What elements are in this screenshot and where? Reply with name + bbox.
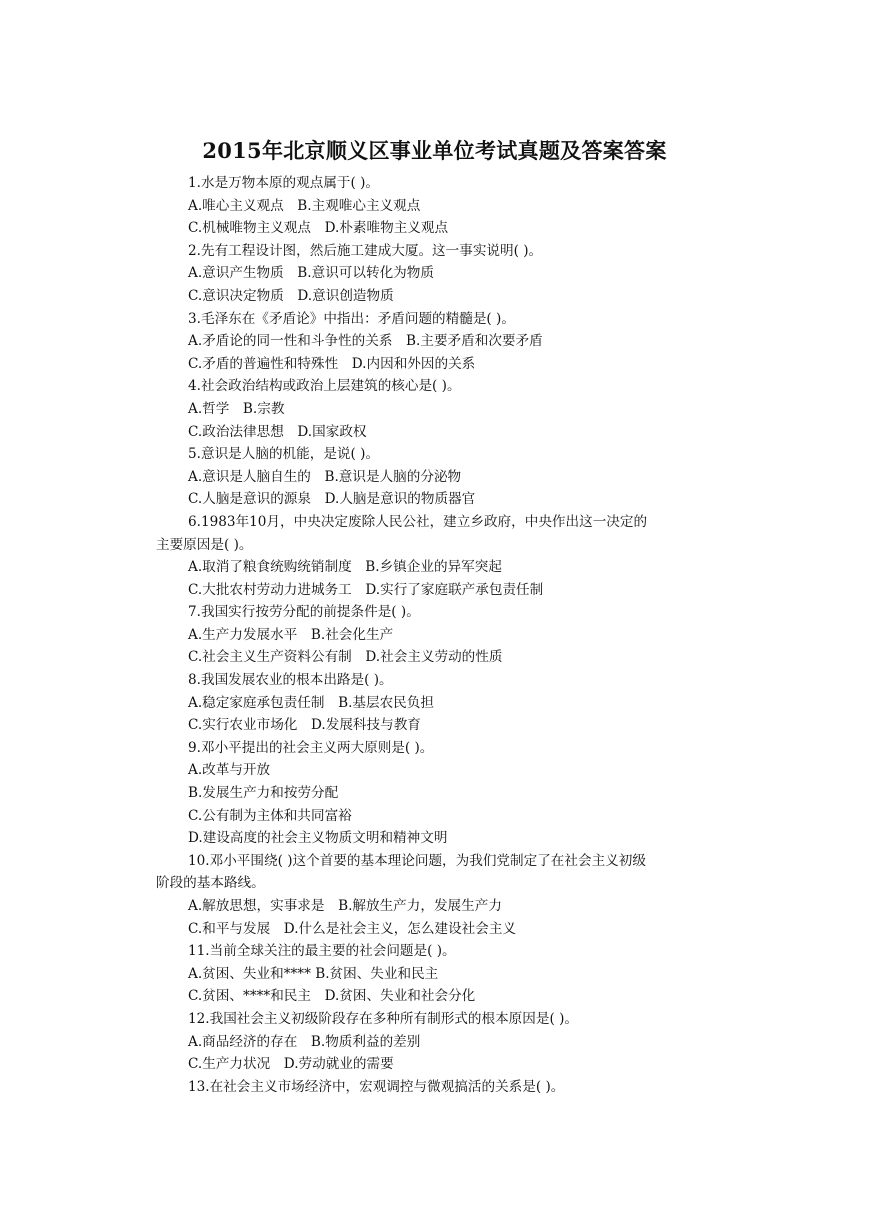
text-line: C.贫困、****和民主 D.贫困、失业和社会分化 bbox=[188, 988, 476, 1005]
text-line: 8.我国发展农业的根本出路是( )。 bbox=[188, 672, 393, 689]
text-line: 13.在社会主义市场经济中，宏观调控与微观搞活的关系是( )。 bbox=[188, 1078, 565, 1095]
text-line: 3.毛泽东在《矛盾论》中指出：矛盾问题的精髓是( )。 bbox=[188, 310, 515, 327]
text-line: C.生产力状况 D.劳动就业的需要 bbox=[188, 1056, 394, 1073]
text-line: C.实行农业市场化 D.发展科技与教育 bbox=[188, 717, 421, 734]
text-line: B.发展生产力和按劳分配 bbox=[188, 785, 339, 802]
question-continuation-line: 阶段的基本路线。 bbox=[156, 875, 265, 892]
text-line: A.唯心主义观点 B.主观唯心主义观点 bbox=[188, 197, 421, 214]
text-line: 9.邓小平提出的社会主义两大原则是( )。 bbox=[188, 739, 434, 756]
text-line: A.哲学 B.宗教 bbox=[188, 400, 285, 417]
text-line: 11.当前全球关注的最主要的社会问题是( )。 bbox=[188, 943, 456, 960]
text-line: 10.邓小平围绕( )这个首要的基本理论问题，为我们党制定了在社会主义初级 bbox=[188, 852, 646, 869]
text-line: A.矛盾论的同一性和斗争性的关系 B.主要矛盾和次要矛盾 bbox=[188, 333, 543, 350]
text-line: C.大批农村劳动力进城务工 D.实行了家庭联产承包责任制 bbox=[188, 581, 544, 598]
text-line: 4.社会政治结构或政治上层建筑的核心是( )。 bbox=[188, 378, 461, 395]
text-line: A.稳定家庭承包责任制 B.基层农民负担 bbox=[188, 694, 434, 711]
text-line: C.矛盾的普遍性和特殊性 D.内因和外因的关系 bbox=[188, 355, 476, 372]
text-line: C.意识决定物质 D.意识创造物质 bbox=[188, 287, 394, 304]
page-title: 2015年北京顺义区事业单位考试真题及答案答案 bbox=[202, 138, 667, 163]
text-line: C.人脑是意识的源泉 D.人脑是意识的物质器官 bbox=[188, 491, 476, 508]
text-line: A.生产力发展水平 B.社会化生产 bbox=[188, 626, 394, 643]
text-line: 6.1983年10月，中央决定废除人民公社，建立乡政府，中央作出这一决定的 bbox=[188, 513, 648, 530]
text-line: D.建设高度的社会主义物质文明和精神文明 bbox=[188, 830, 448, 847]
text-line: A.贫困、失业和**** B.贫困、失业和民主 bbox=[188, 965, 439, 982]
text-line: A.解放思想，实事求是 B.解放生产力，发展生产力 bbox=[188, 898, 502, 914]
text-line: A.商品经济的存在 B.物质利益的差别 bbox=[188, 1033, 421, 1050]
question-continuation-line: 主要原因是( )。 bbox=[156, 536, 253, 553]
text-line: A.改革与开放 bbox=[188, 762, 271, 779]
text-line: A.意识是人脑自生的 B.意识是人脑的分泌物 bbox=[188, 468, 462, 485]
text-line: 7.我国实行按劳分配的前提条件是( )。 bbox=[188, 604, 420, 621]
question-list bbox=[156, 172, 716, 1098]
text-line: C.公有制为主体和共同富裕 bbox=[188, 807, 352, 824]
text-line: C.和平与发展 D.什么是社会主义，怎么建设社会主义 bbox=[188, 920, 517, 937]
text-line: 1.水是万物本原的观点属于( )。 bbox=[188, 175, 380, 191]
text-line: A.取消了粮食统购统销制度 B.乡镇企业的异军突起 bbox=[188, 559, 502, 576]
text-line: C.社会主义生产资料公有制 D.社会主义劳动的性质 bbox=[188, 649, 503, 666]
text-line: C.政治法律思想 D.国家政权 bbox=[188, 423, 367, 440]
text-line: 5.意识是人脑的机能，是说( )。 bbox=[188, 446, 380, 463]
text-line: 12.我国社会主义初级阶段存在多种所有制形式的根本原因是( )。 bbox=[188, 1010, 578, 1027]
text-line: C.机械唯物主义观点 D.朴素唯物主义观点 bbox=[188, 220, 449, 237]
text-line: 2.先有工程设计图，然后施工建成大厦。这一事实说明( )。 bbox=[188, 242, 543, 259]
text-line: A.意识产生物质 B.意识可以转化为物质 bbox=[188, 265, 434, 282]
